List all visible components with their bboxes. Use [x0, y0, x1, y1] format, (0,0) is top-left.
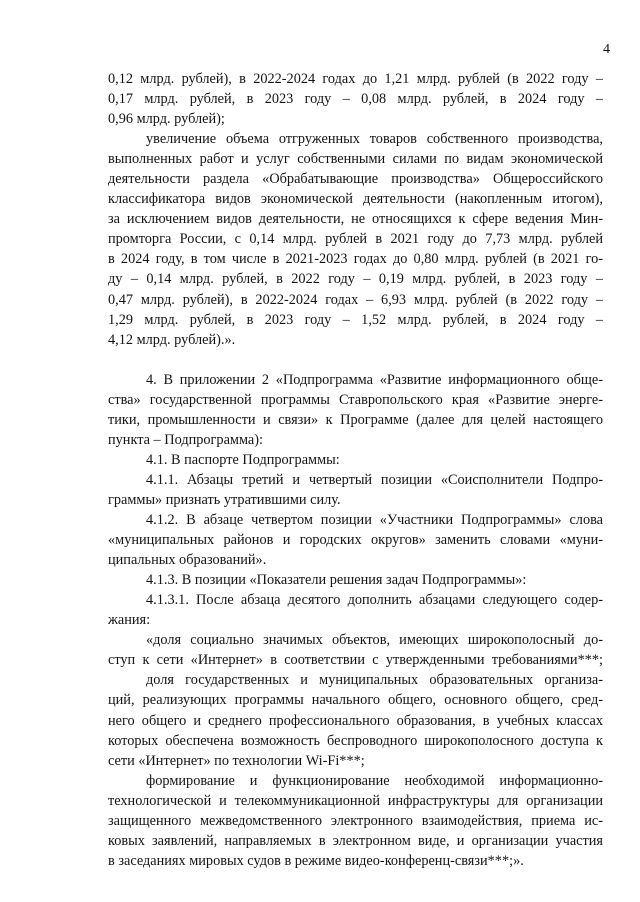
text-line: 0,96 млрд. рублей);	[108, 111, 225, 128]
document-body	[108, 69, 603, 871]
text-line: 4,12 млрд. рублей).».	[108, 331, 236, 348]
text-line: доля государственных и муниципальных образовательных организа-	[146, 672, 603, 689]
text-line: ций, реализующих программы начального общего, основного общего, сред-	[108, 692, 603, 709]
text-line: сети «Интернет» по технологии Wi-Fi***;	[108, 752, 365, 769]
text-line: которых обеспечена возможность беспроводного широкополосного доступа к	[108, 732, 603, 749]
text-line: ду – 0,14 млрд. рублей, в 2022 году – 0,19 млрд. рублей, в 2023 году –	[108, 271, 603, 288]
text-line: защищенного межведомственного электронного взаимодействия, приема ис-	[108, 812, 603, 829]
text-line: него общего и среднего профессионального образования, в учебных классах	[108, 712, 603, 729]
text-line: тики, промышленности и связи» к Программе (далее для целей настоящего	[108, 411, 603, 428]
text-line: граммы» признать утратившими силу.	[108, 491, 341, 508]
text-line: увеличение объема отгруженных товаров собственного производства,	[146, 131, 603, 148]
text-line: 0,17 млрд. рублей, в 2023 году – 0,08 млрд. рублей, в 2024 году –	[108, 91, 603, 108]
text-line: деятельности раздела «Обрабатывающие производства» Общероссийского	[108, 171, 603, 188]
text-line: технологической и телекоммуникационной инфраструктуры для организации	[108, 792, 603, 809]
text-line: ковых заявлений, направляемых в электронном виде, и организации участия	[108, 832, 603, 849]
text-line: «доля социально значимых объектов, имеющих широкополосный до-	[146, 632, 603, 649]
text-line: 1,29 млрд. рублей, в 2023 году – 1,52 млрд. рублей, в 2024 году –	[108, 311, 603, 328]
text-line: «муниципальных районов и городских округов» заменить словами «муни-	[108, 532, 603, 549]
text-line: 0,47 млрд. рублей), в 2022-2024 годах – 6,93 млрд. рублей (в 2022 году –	[108, 291, 603, 308]
text-line: ства» государственной программы Ставропольского края «Развитие энерге-	[108, 391, 603, 408]
text-line: промторга России, с 0,14 млрд. рублей в 2021 году до 7,73 млрд. рублей	[108, 231, 603, 248]
text-line: выполненных работ и услуг собственными силами по видам экономической	[108, 151, 603, 168]
text-line: 0,12 млрд. рублей), в 2022-2024 годах до 1,21 млрд. рублей (в 2022 году –	[108, 71, 603, 87]
text-line: ступ к сети «Интернет» в соответствии с утвержденными требованиями***;	[108, 652, 603, 669]
text-line: 4. В приложении 2 «Подпрограмма «Развитие информационного обще-	[146, 371, 603, 388]
text-line: 4.1.3.1. После абзаца десятого дополнить абзацами следующего содер-	[146, 592, 603, 609]
text-line: за исключением видов деятельности, не относящихся к сфере ведения Мин-	[108, 211, 603, 228]
page-number: 4	[603, 42, 610, 57]
text-line: в 2024 году, в том числе в 2021-2023 годах до 0,80 млрд. рублей (в 2021 го-	[108, 251, 603, 268]
text-line: 4.1. В паспорте Подпрограммы:	[146, 451, 340, 468]
text-line: 4.1.2. В абзаце четвертом позиции «Участники Подпрограммы» слова	[146, 512, 603, 529]
text-line: пункта – Подпрограмма):	[108, 431, 263, 448]
text-line: 4.1.3. В позиции «Показатели решения задач Подпрограммы»:	[146, 572, 527, 589]
text-line: ципальных образований».	[108, 552, 267, 569]
blank-line	[108, 350, 603, 370]
text-line: 4.1.1. Абзацы третий и четвертый позиции «Соисполнители Подпро-	[146, 471, 603, 488]
text-line: классификатора видов экономической деятельности (накопленным итогом),	[108, 191, 603, 208]
text-line: жания:	[108, 612, 151, 629]
text-line: формирование и функционирование необходимой информационно-	[146, 772, 603, 789]
text-line: в заседаниях мировых судов в режиме видео-конференц-связи***;».	[108, 852, 524, 869]
